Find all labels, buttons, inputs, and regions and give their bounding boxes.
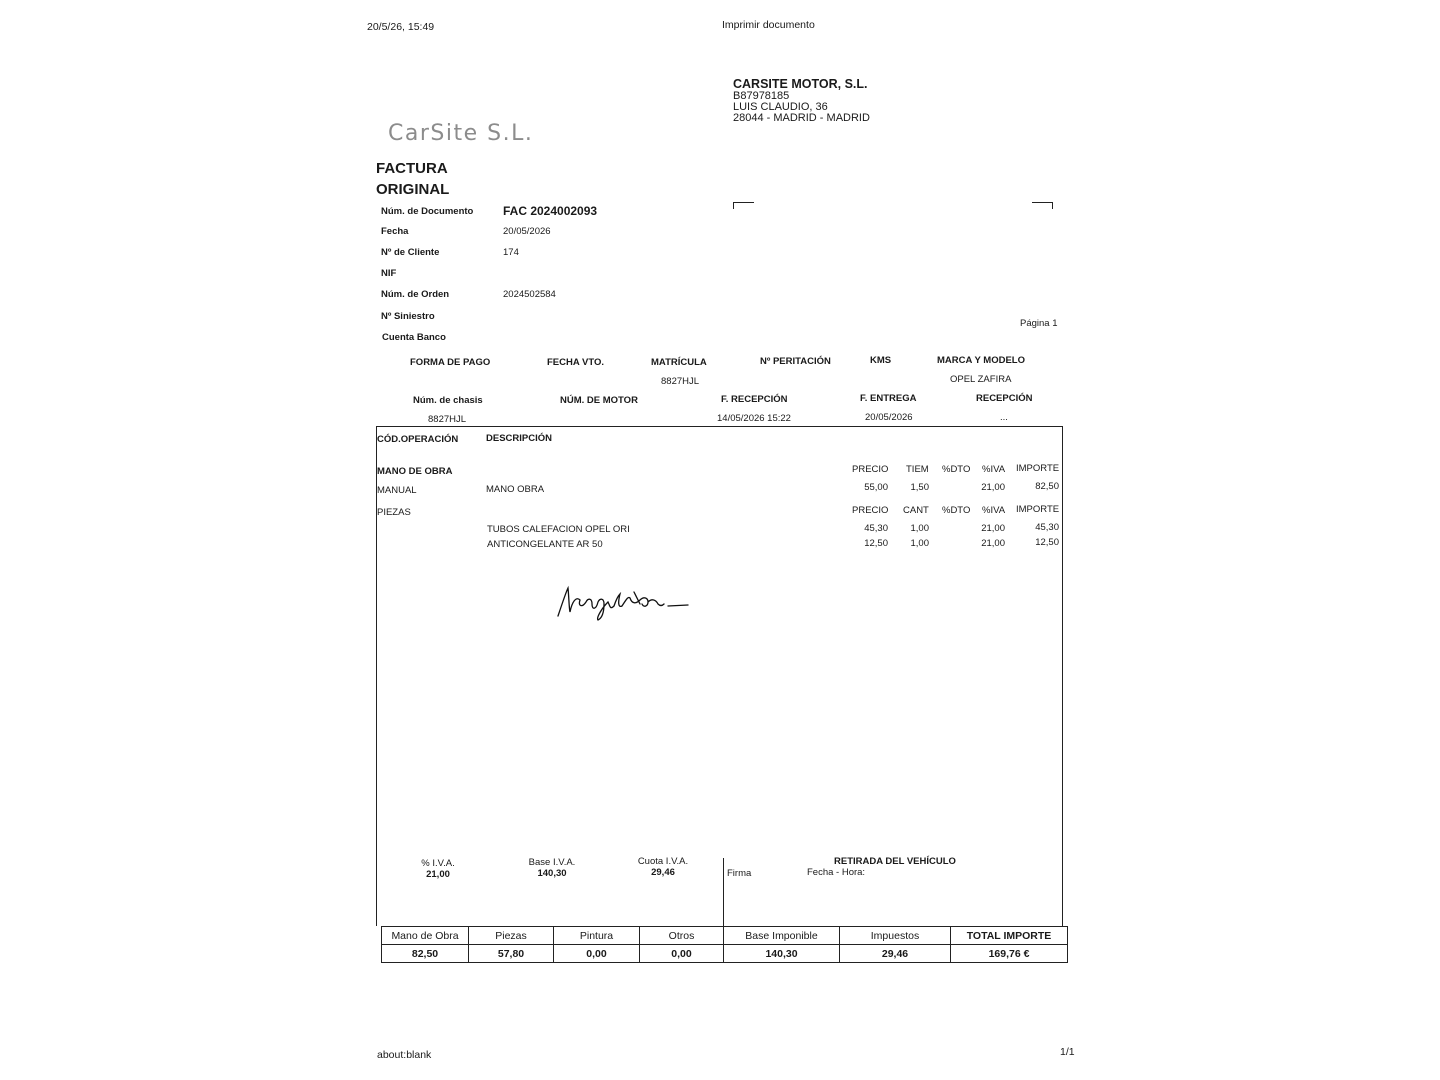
info-value-make-model: OPEL ZAFIRA <box>950 374 1012 385</box>
page-number: Página 1 <box>1020 318 1058 329</box>
totals-header-parts: Piezas <box>469 927 554 945</box>
totals-value-total: 169,76 € <box>951 945 1068 963</box>
totals-header-row <box>382 927 1068 945</box>
pickup-datetime-label: Fecha - Hora: <box>807 867 866 878</box>
labor-item-time: 1,50 <box>910 482 929 493</box>
section-labor: MANO DE OBRA <box>377 466 453 477</box>
address-window-mark-left <box>733 202 754 209</box>
totals-header-taxes: Impuestos <box>840 927 951 945</box>
field-value-order: 2024502584 <box>503 289 556 300</box>
field-label-doc-number: Núm. de Documento <box>381 206 474 217</box>
parts-header-vat: %IVA <box>982 505 1006 516</box>
totals-value-labor: 82,50 <box>382 945 469 963</box>
info-value-reception: ... <box>1000 412 1008 423</box>
labor-item-vat: 21,00 <box>981 482 1005 493</box>
company-logo: CarSite S.L. <box>388 121 534 146</box>
info-header-reception: RECEPCIÓN <box>976 393 1033 404</box>
handwritten-note <box>552 582 702 622</box>
parts-header-qty: CANT <box>903 505 929 516</box>
info-header-due-date: FECHA VTO. <box>547 357 605 368</box>
print-title: Imprimir documento <box>722 19 815 31</box>
labor-header-amount: IMPORTE <box>1016 463 1060 474</box>
address-window-mark-right <box>1032 202 1053 209</box>
parts-header-amount: IMPORTE <box>1016 504 1060 515</box>
totals-value-parts: 57,80 <box>469 945 554 963</box>
totals-value-taxes: 29,46 <box>840 945 951 963</box>
pickup-title: RETIRADA DEL VEHÍCULO <box>834 856 956 867</box>
parts-item-qty: 1,00 <box>910 538 929 549</box>
totals-value-row <box>382 945 1068 963</box>
company-city: 28044 - MADRID - MADRID <box>733 112 870 124</box>
labor-header-time: TIEM <box>906 464 929 475</box>
info-header-payment: FORMA DE PAGO <box>410 357 491 368</box>
lines-box-right-border <box>1062 426 1063 926</box>
vat-label-amount: Cuota I.V.A. <box>637 856 689 867</box>
labor-item-price: 55,00 <box>864 482 888 493</box>
field-label-order: Núm. de Orden <box>381 289 450 300</box>
info-value-delivery-date: 20/05/2026 <box>865 412 913 423</box>
info-header-plate: MATRÍCULA <box>651 357 707 368</box>
vat-value-rate: 21,00 <box>426 869 450 880</box>
parts-item-description: TUBOS CALEFACION OPEL ORI <box>487 524 630 535</box>
vat-value-amount: 29,46 <box>651 867 675 878</box>
labor-header-price: PRECIO <box>852 464 889 475</box>
vat-label-rate: % I.V.A. <box>421 858 455 869</box>
labor-header-vat: %IVA <box>982 464 1006 475</box>
field-label-claim: Nº Siniestro <box>381 311 435 322</box>
totals-value-other: 0,00 <box>640 945 724 963</box>
pickup-signature-label: Firma <box>727 868 752 879</box>
lines-box-left-border <box>376 427 377 926</box>
totals-value-taxable-base: 140,30 <box>724 945 840 963</box>
company-name: CARSITE MOTOR, S.L. <box>733 77 868 91</box>
field-value-date: 20/05/2026 <box>503 226 551 237</box>
parts-header-price: PRECIO <box>852 505 889 516</box>
parts-item-amount: 12,50 <box>1035 537 1059 548</box>
print-footer-url: about:blank <box>377 1049 432 1061</box>
field-label-bank: Cuenta Banco <box>382 332 446 343</box>
parts-item-vat: 21,00 <box>981 523 1005 534</box>
col-header-description: DESCRIPCIÓN <box>486 433 552 444</box>
info-value-chassis: 8827HJL <box>428 414 467 425</box>
parts-item-vat: 21,00 <box>981 538 1005 549</box>
totals-table <box>381 926 1068 963</box>
labor-item-amount: 82,50 <box>1035 481 1059 492</box>
field-label-date: Fecha <box>381 226 409 237</box>
field-value-doc-number: FAC 2024002093 <box>503 204 598 218</box>
parts-item-price: 45,30 <box>864 523 888 534</box>
field-label-nif: NIF <box>381 268 397 279</box>
info-header-kms: KMS <box>870 355 892 366</box>
parts-header-discount: %DTO <box>942 505 971 516</box>
info-value-reception-date: 14/05/2026 15:22 <box>717 413 791 424</box>
info-header-reception-date: F. RECEPCIÓN <box>721 394 788 405</box>
field-value-client: 174 <box>503 247 519 258</box>
labor-item-code: MANUAL <box>377 485 417 496</box>
info-header-engine: NÚM. DE MOTOR <box>560 395 638 406</box>
section-parts: PIEZAS <box>377 507 411 518</box>
totals-header-taxable-base: Base Imponible <box>724 927 840 945</box>
field-label-client: Nº de Cliente <box>381 247 440 258</box>
info-header-chassis: Núm. de chasis <box>413 395 483 406</box>
totals-header-labor: Mano de Obra <box>382 927 469 945</box>
totals-value-paint: 0,00 <box>554 945 640 963</box>
parts-item-qty: 1,00 <box>910 523 929 534</box>
info-value-plate: 8827HJL <box>661 376 700 387</box>
invoice-title-line2: ORIGINAL <box>376 181 450 198</box>
vat-value-base: 140,30 <box>537 868 567 879</box>
print-page-count: 1/1 <box>1060 1046 1075 1058</box>
totals-header-other: Otros <box>640 927 724 945</box>
info-header-make-model: MARCA Y MODELO <box>937 355 1025 366</box>
print-datetime: 20/5/26, 15:49 <box>367 21 435 33</box>
labor-item-description: MANO OBRA <box>486 484 545 495</box>
totals-header-total: TOTAL IMPORTE <box>951 927 1068 945</box>
col-header-code: CÓD.OPERACIÓN <box>377 434 459 445</box>
labor-header-discount: %DTO <box>942 464 971 475</box>
signature-area-divider <box>723 858 724 926</box>
lines-box-top-border <box>376 426 1062 427</box>
parts-item-price: 12,50 <box>864 538 888 549</box>
vat-label-base: Base I.V.A. <box>528 857 576 868</box>
parts-item-description: ANTICONGELANTE AR 50 <box>487 539 603 550</box>
parts-item-amount: 45,30 <box>1035 522 1059 533</box>
totals-header-paint: Pintura <box>554 927 640 945</box>
info-header-appraisal: Nº PERITACIÓN <box>760 356 831 367</box>
company-address: LUIS CLAUDIO, 36 <box>733 101 828 113</box>
company-cif: B87978185 <box>733 90 790 102</box>
invoice-title-line1: FACTURA <box>376 160 448 177</box>
info-header-delivery-date: F. ENTREGA <box>860 393 917 404</box>
